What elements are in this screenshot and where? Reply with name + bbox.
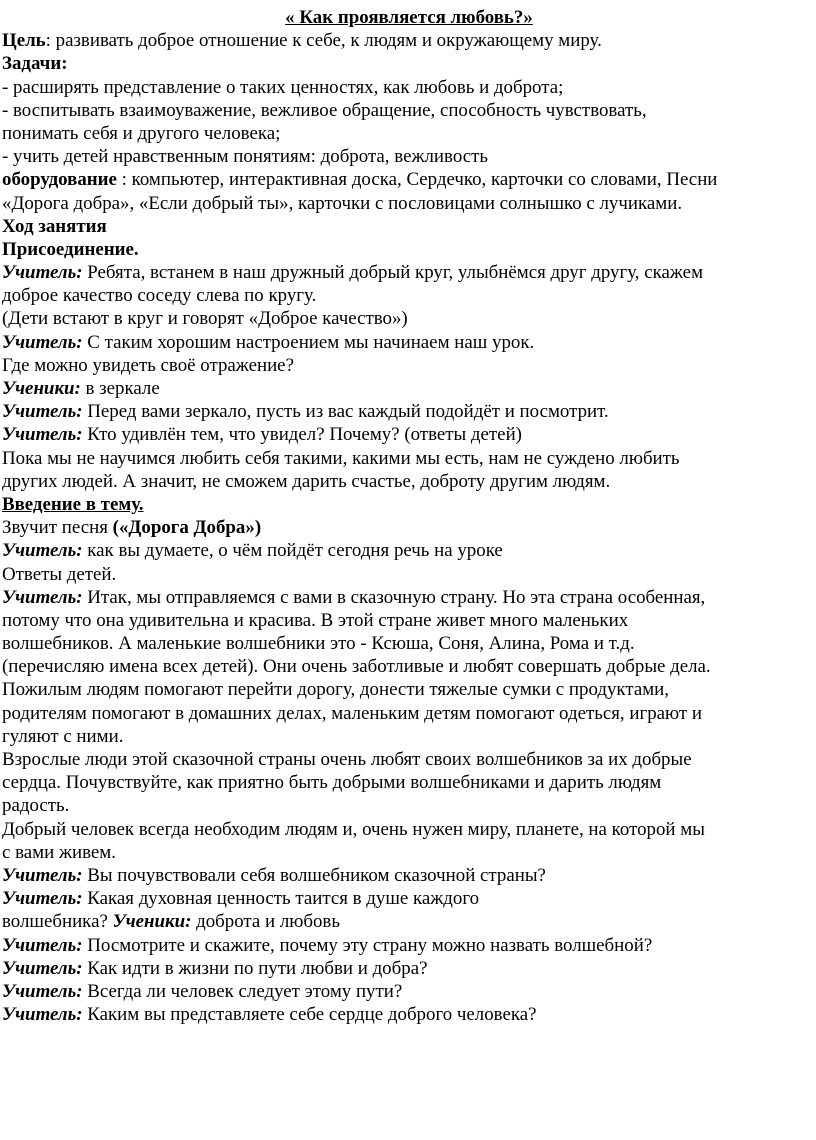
course-heading: Ход занятия: [2, 215, 107, 237]
dialog-line: [2, 377, 816, 400]
text-line: доброе качество соседу слева по кругу.: [2, 285, 317, 307]
speaker-teacher: Учитель:: [2, 586, 83, 608]
text-line: волшебников. А маленькие волшебники это - Ксюша, Соня, Алина, Рома и т.д.: [2, 633, 635, 655]
text-line: радость.: [2, 795, 70, 817]
tasks-heading: Задачи:: [2, 53, 68, 75]
dialog-line: [2, 586, 816, 609]
speaker-teacher: Учитель:: [2, 424, 83, 446]
dialog-line: [2, 910, 816, 933]
task-line: - расширять представление о таких ценностях, как любовь и доброта;: [2, 76, 564, 98]
dialog-text: Итак, мы отправляемся с вами в сказочную страну. Но эта страна особенная,: [82, 586, 706, 608]
text-line: Ответы детей.: [2, 563, 117, 585]
text-line: Взрослые люди этой сказочной страны очень любят своих волшебников за их добрые: [2, 749, 692, 770]
text-line: Где можно увидеть своё отражение?: [2, 354, 294, 376]
speaker-teacher: Учитель:: [2, 401, 83, 423]
text-line: Добрый человек всегда необходим людям и, очень нужен миру, планете, на которой мы: [2, 818, 705, 840]
text-line: других людей. А значит, не сможем дарить счастье, доброту другим людям.: [2, 470, 611, 492]
song-line: [2, 516, 816, 539]
text-line: сердца. Почувствуйте, как приятно быть добрыми волшебниками и дарить людям: [2, 772, 662, 794]
text-line: Пожилым людям помогают перейти дорогу, донести тяжелые сумки с продуктами,: [2, 679, 670, 701]
dialog-text: Ребята, встанем в наш дружный добрый круг, улыбнёмся друг другу, скажем: [82, 262, 704, 284]
dialog-line: [2, 934, 816, 957]
document-title: « Как проявляется любовь?»: [285, 7, 533, 28]
dialog-text: Всегда ли человек следует этому пути?: [82, 980, 403, 1002]
text-line: (перечисляю имена всех детей). Они очень заботливые и любят совершать добрые дела.: [2, 656, 711, 678]
dialog-text: Как идти в жизни по пути любви и добра?: [82, 957, 428, 979]
dialog-line: [2, 1003, 816, 1026]
goal-line: [2, 29, 816, 52]
dialog-text: Какая духовная ценность таится в душе каждого: [82, 888, 480, 910]
dialog-line: [2, 957, 816, 980]
dialog-line: [2, 980, 816, 1003]
song-title: («Дорога Добра»): [112, 517, 262, 539]
speaker-teacher: Учитель:: [2, 331, 83, 353]
speaker-teacher: Учитель:: [2, 957, 83, 979]
dialog-line: [2, 400, 816, 423]
text-line: Пока мы не научимся любить себя такими, какими мы есть, нам не суждено любить: [2, 447, 680, 469]
task-line: понимать себя и другого человека;: [2, 122, 281, 144]
text-line: (Дети встают в круг и говорят «Доброе качество»): [2, 308, 408, 330]
dialog-line: [2, 887, 816, 910]
intro-heading: Введение в тему.: [2, 493, 144, 515]
dialog-line: [2, 864, 816, 887]
equipment-label: оборудование: [2, 169, 117, 191]
text-line: гуляют с ними.: [2, 725, 124, 747]
dialog-text: доброта и любовь: [191, 911, 340, 933]
equipment-line-2: «Дорога добра», «Если добрый ты», карточки с пословицами солнышко с лучиками.: [2, 192, 683, 214]
dialog-text: как вы думаете, о чём пойдёт сегодня речь на уроке: [82, 540, 503, 562]
dialog-line: [2, 423, 816, 446]
speaker-pupils: Ученики:: [2, 378, 81, 399]
goal-text: : развивать доброе отношение к себе, к людям и окружающему миру.: [45, 30, 602, 52]
dialog-line: [2, 261, 816, 284]
speaker-teacher: Учитель:: [2, 540, 83, 562]
dialog-text: Перед вами зеркало, пусть из вас каждый подойдёт и посмотрит.: [82, 401, 609, 423]
equipment-line: [2, 168, 816, 191]
speaker-pupils: Ученики:: [112, 911, 192, 933]
dialog-text: Каким вы представляете себе сердце доброго человека?: [82, 1004, 537, 1026]
goal-label: Цель: [2, 30, 46, 52]
speaker-teacher: Учитель:: [2, 980, 83, 1002]
text-line: потому что она удивительна и красива. В этой стране живет много маленьких: [2, 609, 629, 631]
speaker-teacher: Учитель:: [2, 1004, 83, 1026]
dialog-text: Кто удивлён тем, что увидел? Почему? (ответы детей): [82, 424, 522, 446]
dialog-text: Посмотрите и скажите, почему эту страну можно назвать волшебной?: [82, 934, 653, 956]
equipment-text: : компьютер, интерактивная доска, Сердечко, карточки со словами, Песни: [116, 169, 718, 191]
dialog-line: [2, 539, 816, 562]
dialog-text: С таким хорошим настроением мы начинаем наш урок.: [82, 331, 535, 353]
dialog-text: в зеркале: [80, 378, 160, 399]
speaker-teacher: Учитель:: [2, 864, 83, 886]
dialog-text: Вы почувствовали себя волшебником сказочной страны?: [82, 864, 546, 886]
task-line: - учить детей нравственным понятиям: доброта, вежливость: [2, 146, 489, 168]
speaker-teacher: Учитель:: [2, 934, 83, 956]
task-line: - воспитывать взаимоуважение, вежливое обращение, способность чувствовать,: [2, 99, 647, 121]
join-heading: Присоединение.: [2, 238, 139, 260]
text-line: с вами живем.: [2, 841, 116, 863]
speaker-teacher: Учитель:: [2, 888, 83, 910]
text-line: родителям помогают в домашних делах, маленьким детям помогают одеться, играют и: [2, 702, 702, 724]
song-prefix: Звучит песня: [2, 517, 113, 539]
dialog-line: [2, 331, 816, 354]
dialog-text: волшебника?: [2, 911, 113, 933]
speaker-teacher: Учитель:: [2, 262, 83, 284]
